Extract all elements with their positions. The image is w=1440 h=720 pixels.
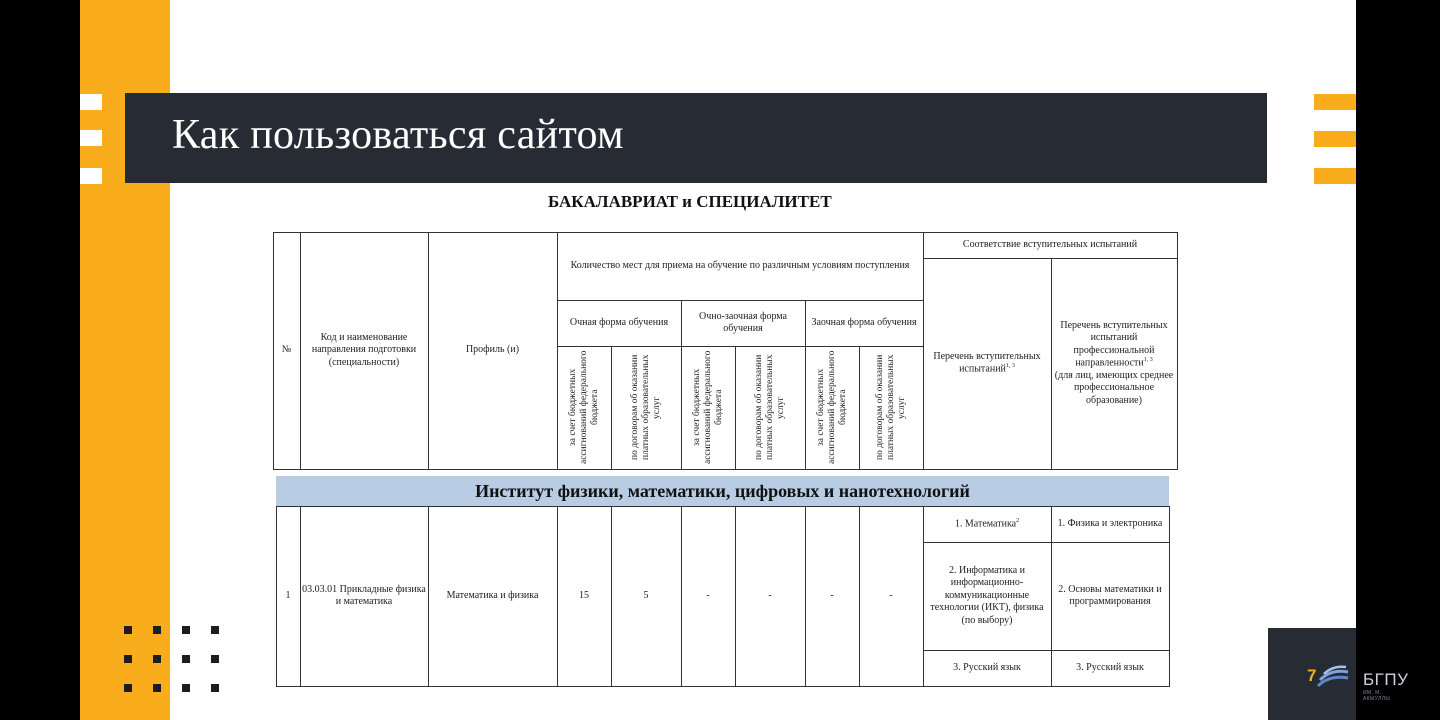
right-accent-stripe — [1314, 168, 1356, 184]
page-number: 7 — [1307, 666, 1317, 685]
row-exam-1: 1. Математика$^2$ — [954, 517, 1020, 529]
header-mixed-budget: за счет бюджетных ассигнований федерального бюджета — [691, 350, 724, 465]
header-exams-list: Перечень вступительных испытаний$^{1, 3}$ — [933, 350, 1041, 375]
header-distance-paid: по договорам об оказании платных образовательных услуг — [874, 354, 907, 461]
header-distance-budget: за счет бюджетных ассигнований федерального бюджета — [815, 350, 848, 465]
row-full-budget: 15 — [579, 589, 589, 601]
title-bar — [125, 93, 1267, 183]
header-form-distance: Заочная форма обучения — [811, 316, 917, 328]
header-form-full: Очная форма обучения — [569, 316, 669, 328]
row-exam-2: 2. Информатика и информационно-коммуникационные технологии (ИКТ), физика (по выбору) — [930, 564, 1044, 626]
accent-stripe — [80, 94, 102, 110]
accent-stripe — [80, 168, 102, 184]
row-code: 03.03.01 Прикладные физика и математика — [302, 583, 426, 607]
institute-band — [276, 476, 1169, 506]
header-exams-professional: Перечень вступительных испытаний профессиональной направленности$^{1, 3}$ (для лиц, имеющих среднее профессиональное образование) — [1054, 319, 1174, 406]
row-prof-exam-2: 2. Основы математики и программирования — [1058, 583, 1162, 607]
header-full-budget: за счет бюджетных ассигнований федерального бюджета — [567, 350, 600, 465]
presentation-slide — [80, 0, 1409, 720]
document-page — [248, 186, 1188, 720]
row-number: 1 — [285, 589, 291, 601]
row-prof-exam-3: 3. Русский язык — [1076, 661, 1144, 673]
row-full-paid: 5 — [643, 589, 649, 601]
header-form-mixed: Очно-заочная форма обучения — [698, 310, 787, 334]
document-heading: БАКАЛАВРИАТ и СПЕЦИАЛИТЕТ — [548, 192, 832, 211]
row-prof-exam-1: 1. Физика и электроника — [1057, 517, 1163, 529]
header-full-paid: по договорам об оказании платных образовательных услуг — [629, 354, 662, 461]
header-mixed-paid: по договорам об оказании платных образовательных услуг — [753, 354, 786, 461]
header-places-group: Количество мест для приема на обучение по различным условиям поступления — [570, 259, 910, 271]
row-mixed-paid: - — [768, 589, 772, 601]
decorative-dots — [124, 626, 219, 692]
university-logo-icon — [1312, 656, 1352, 696]
logo-subtext: ИМ. М. АКМУЛЛЫ — [1363, 690, 1391, 702]
header-number: № — [281, 344, 292, 356]
right-accent-stripe — [1314, 131, 1356, 147]
row-distance-budget: - — [830, 589, 834, 601]
institute-title: Институт физики, математики, цифровых и нанотехнологий — [475, 480, 970, 501]
header-profile: Профиль (и) — [465, 344, 520, 356]
right-accent-stripe — [1314, 94, 1356, 110]
row-exam-3: 3. Русский язык — [953, 661, 1021, 673]
row-distance-paid: - — [889, 589, 893, 601]
row-profile: Математика и физика — [446, 589, 539, 601]
slide-title: Как пользоваться сайтом — [172, 112, 624, 158]
header-exams-group: Соответствие вступительных испытаний — [962, 238, 1138, 250]
accent-stripe — [80, 130, 102, 146]
logo-text: БГПУ — [1363, 670, 1409, 689]
row-mixed-budget: - — [706, 589, 710, 601]
header-code: Код и наименование направления подготовки (специальности) — [311, 331, 417, 368]
